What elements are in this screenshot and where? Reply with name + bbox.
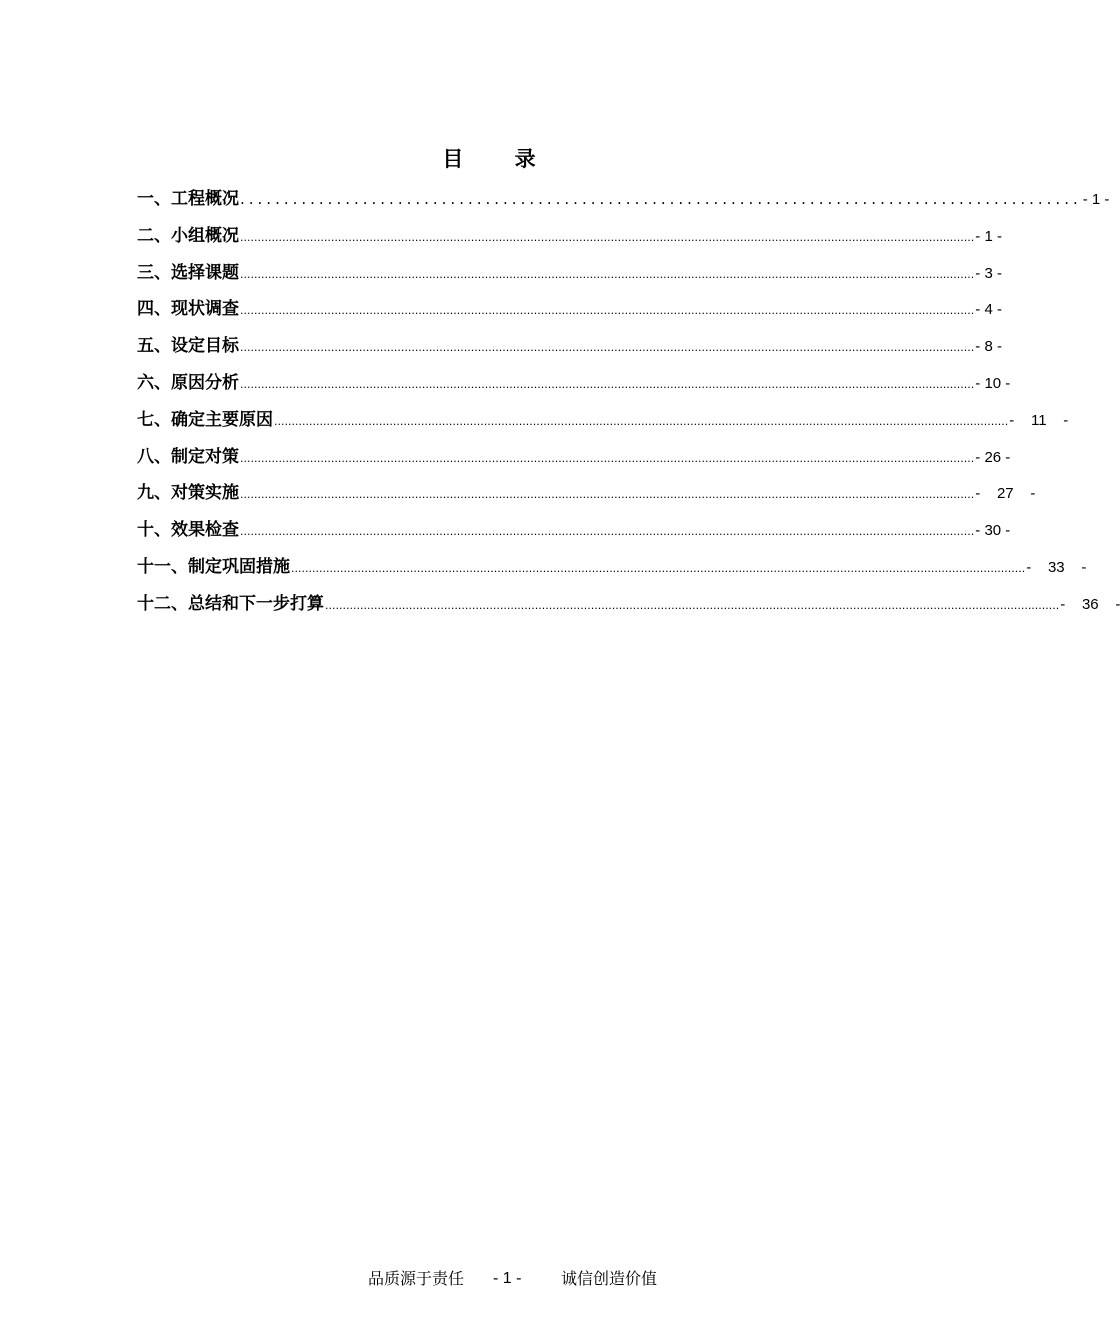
toc-entry-label: 二、小组概况 — [137, 225, 239, 246]
toc-entry-page: - 1 - — [975, 227, 1002, 245]
toc-dot-leader: .................................................................................................................................................................................................................. — [240, 525, 975, 539]
toc-entry-label: 十二、总结和下一步打算 — [137, 593, 324, 614]
toc-entry-page: - 10 - — [975, 374, 1011, 392]
toc-entry-page: - 33 - — [1026, 558, 1087, 576]
toc-entry-page: - 36 - — [1060, 595, 1120, 613]
toc-entry-label: 五、设定目标 — [137, 336, 239, 357]
toc-entry[interactable] — [137, 442, 1011, 479]
toc-entry[interactable] — [137, 515, 1011, 552]
toc-entry-label: 七、确定主要原因 — [137, 409, 273, 430]
toc-entry[interactable] — [137, 331, 1002, 368]
toc-entry-page: - 27 - — [975, 485, 1036, 503]
toc-dot-leader: .................................................................................................................................................................................................................. — [240, 488, 975, 502]
toc-dot-leader: .................................................................................................................................................................................................................. — [240, 451, 975, 465]
toc-dot-leader: .................................................................................................................................................................................................................. — [274, 414, 1009, 428]
toc-entry-label: 十一、制定巩固措施 — [137, 556, 290, 577]
toc-dot-leader: .................................................................................................................................................................................................................. — [240, 230, 975, 244]
toc-entry-label: 八、制定对策 — [137, 446, 239, 467]
page-footer — [0, 1264, 950, 1294]
footer-page-number: - 1 - — [493, 1270, 522, 1287]
toc-entry[interactable] — [137, 552, 1087, 589]
toc-dot-leader: .................................................................................................................................................................................................................. — [240, 304, 975, 318]
toc-entry[interactable] — [137, 184, 1110, 221]
toc-entry-page: - 26 - — [975, 448, 1011, 466]
toc-entry-label: 一、工程概况 — [137, 189, 239, 209]
toc-dot-leader: ................................................................................................ — [240, 190, 1082, 208]
toc-entry-page: - 4 - — [975, 301, 1002, 319]
toc-entry-page: - 3 - — [975, 264, 1002, 282]
toc-entry-label: 三、选择课题 — [137, 262, 239, 283]
toc-title: 目 录 — [442, 147, 558, 171]
toc-entry[interactable] — [137, 368, 1011, 405]
toc-entry-page: - 1 - — [1082, 191, 1110, 208]
footer-slogan-right: 诚信创造价值 — [561, 1269, 658, 1288]
toc-entry-label: 六、原因分析 — [137, 372, 239, 393]
toc-entry[interactable] — [137, 478, 1036, 515]
toc-entry-page: - 8 - — [975, 338, 1002, 356]
toc-entry[interactable] — [137, 405, 1069, 442]
toc-dot-leader: .................................................................................................................................................................................................................. — [325, 598, 1060, 612]
toc-entry-label: 九、对策实施 — [137, 483, 239, 504]
toc-dot-leader: .................................................................................................................................................................................................................. — [291, 561, 1026, 575]
toc-dot-leader: .................................................................................................................................................................................................................. — [240, 341, 975, 355]
toc-entry[interactable] — [137, 294, 1002, 331]
toc-entry[interactable] — [137, 221, 1002, 258]
toc-entry[interactable] — [137, 589, 1120, 626]
table-of-contents — [137, 184, 1120, 626]
toc-entry-label: 四、现状调查 — [137, 299, 239, 320]
toc-dot-leader: .................................................................................................................................................................................................................. — [240, 377, 975, 391]
toc-entry-label: 十、效果检查 — [137, 520, 239, 541]
footer-slogan-left: 品质源于责任 — [368, 1269, 465, 1288]
toc-entry-page: - 30 - — [975, 522, 1011, 540]
toc-dot-leader: .................................................................................................................................................................................................................. — [240, 267, 975, 281]
toc-entry[interactable] — [137, 258, 1002, 295]
toc-entry-page: - 11 - — [1009, 411, 1069, 429]
